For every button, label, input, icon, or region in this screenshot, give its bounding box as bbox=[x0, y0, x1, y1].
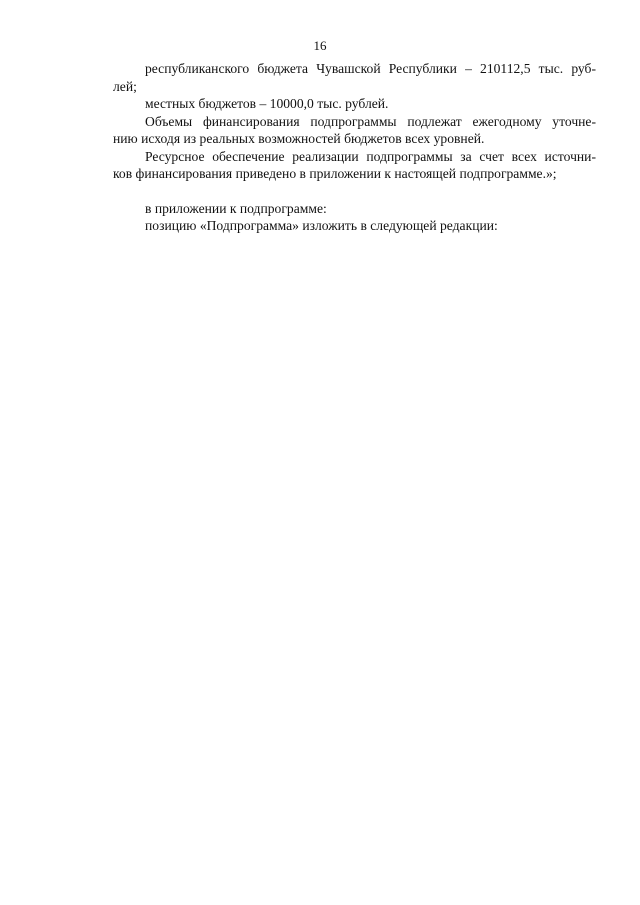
paragraph-line: Ресурсное обеспечение реализации подпрограммы за счет всех источни- bbox=[145, 148, 596, 164]
paragraph-line: нию исходя из реальных возможностей бюджетов всех уровней. bbox=[113, 131, 485, 146]
paragraph-position-subprogram bbox=[113, 217, 596, 235]
paragraph-line: позицию «Подпрограмма» изложить в следующей редакции: bbox=[145, 218, 498, 233]
paragraph-line: лей; bbox=[113, 78, 137, 94]
paragraph-line: республиканского бюджета Чувашской Республики – 210112,5 тыс. руб- bbox=[145, 61, 596, 76]
paragraph-financing-volumes bbox=[113, 113, 596, 148]
paragraph-line: местных бюджетов – 10000,0 тыс. рублей. bbox=[145, 96, 389, 111]
paragraph-spacer bbox=[113, 183, 596, 200]
paragraph-line: в приложении к подпрограмме: bbox=[145, 200, 327, 216]
page-number: 16 bbox=[313, 38, 327, 53]
paragraph-republic-budget bbox=[113, 60, 596, 95]
document-body bbox=[113, 60, 596, 235]
paragraph-line: ков финансирования приведено в приложении к настоящей подпрограмме.»; bbox=[113, 166, 557, 181]
paragraph-resource-provision bbox=[113, 148, 596, 183]
paragraph-appendix bbox=[113, 200, 596, 218]
paragraph-local-budgets bbox=[113, 95, 596, 113]
paragraph-line: Объемы финансирования подпрограммы подлежат ежегодному уточне- bbox=[145, 113, 596, 129]
